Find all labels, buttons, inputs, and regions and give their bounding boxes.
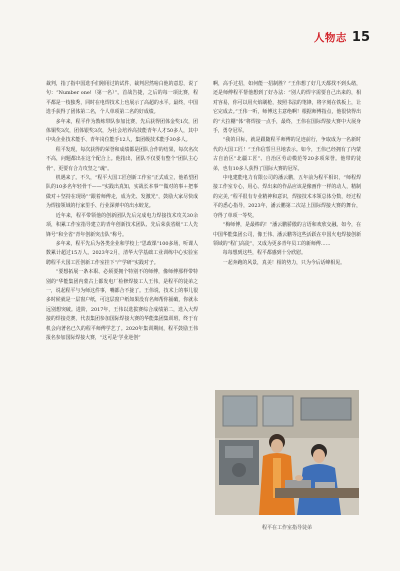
section-title: 人物志 <box>313 32 347 44</box>
paragraph: 中电建能电力有限公司的潘云鹏，五年前为程平相识，“师程焊接工作室专心，用心、焊出来的作品应该是像画作一样的动人，精制的完美，”程平很有专业精神和意识，焊接技术本领总体分数，经过程平的悉心指导，2023年，潘云鹏第二次站上国际焊接大赛的舞台，夺得了单项一等奖。 <box>213 175 361 219</box>
paragraph: 裁判，指了指中国选手们刚用过的试件，裁判居然啥白他的意思，说了句：“Number one!（第一名）”。首战告捷，之后的每一项比赛，程平都是一枝独秀，同时在电焊技术上也展示了高超的水平。最终，中国选手获得了团体第二名，个人单项第二名的好成绩。 <box>46 81 198 116</box>
article-column-left <box>46 80 198 560</box>
article-photo <box>215 390 359 515</box>
paragraph: “要想拓展一条本职、必须要拥个特别不的师傅，像师傅那样带特别的“华能集团内蒙古上都发电厂检修焊接工人王伟，是程平的徒弟之一，说起程平与为师这件事，嘴都合不拢了。王伟说，技术上的事儿很多时候就是一层窗户纸，可这层窗户纸如果没有名师帮你捅破，你就永远别想突破。进阶，2017年，王伟以选拔赛综合成绩第二，选入大焊接的焊接竞赛，代表集团参加国际焊接大赛的华能集团集训班，终于有机会向著名已久的程平师傅学艺了。2020年集训期间，程平鼓励王伟报名参加国际焊接大赛，“这可是‘学业逆创” <box>46 269 198 341</box>
paragraph: 每每想到这些，程平都感到十分欣慰。 <box>222 250 306 257</box>
paragraph: 近年来，程平带领他的创新团队先后完成电力焊接技术攻关30余项，积累工作室指导建立的青年创新技术团队、先后荣获省级“工人先锋号”和全省“青年创新突击队”称号。 <box>46 212 198 238</box>
photo-caption: 程平在工作室指导徒弟 <box>261 525 312 531</box>
paragraph: 一起奔跑的风景，真美！相的势力，只为今后话峰相见。 <box>222 259 346 266</box>
paragraph: 多年来，程平作为教练带队参加比赛，先后获得团体金奖1次，团体铜奖3次，团体银奖3次，为社会培养高技能青年人才50多人，其中中央企业技术能手、青年岗位能手12人，集团级技术能手30多人。 <box>46 118 198 144</box>
paragraph: 啊，高手过招，如何能一招制胜？”王伟想了好几天都找不到头绪，还是师傅程平帮他想到了好办法：“别人的焊字需要自己出来的，相对容易，你可以用火焰刷枪，按照书法的笔锋，将字刻在铁板上，让它完成去。”王伟一听，师傅这主意绝啊！根据师傅指点，他很快得出的“大拉棚”体“将焊接一点手，最终，王伟在国际焊接大赛中大展身手，勇夺冠军。 <box>213 81 361 135</box>
article-column-right <box>213 80 361 380</box>
workshop-photo-illustration <box>215 390 359 515</box>
paragraph: “梅师傅，是最棒的！”潘云鹏骄傲的言语和欢欣交融。如今，在中国华能集团公司，像王伟、潘云鹏等这些活跃在中国火电焊接创新领域的“程门高徒”，又成为更多青年员工的新师傅…… <box>213 222 361 247</box>
paragraph: “我的目标，就是跟随程平师傅的足迹前行，争取成为一名新时代的大国工匠！”王伟信誓旦旦地表示。如今，王伟已经拥有了内蒙古自治区“北疆工匠”、自治区劳动模范等20多项荣誉。他带的徒弟，也有10多人获得了国际大赛的冠军。 <box>213 137 361 172</box>
paragraph: 程平发现，每次获得的荣誉和成绩都是团队合作的结果，每次名次不高，问题都出在这个配合上。他指出，团队不仅要有整个“团队主心骨”，更要有合力攻坚之“魂”。 <box>46 146 198 172</box>
page-header <box>314 30 370 45</box>
paragraph: 多年来，程平先后为各类企业和学校上“思政课”100多场，听课人数累计超过15万人。2023年2月，清华大学基础工业训练中心实验室聘程平大国工匠创新工作室挂下“产学研”实践对子。 <box>46 240 198 266</box>
page-number: 15 <box>351 30 370 45</box>
paragraph: 机遇来了。不久，“程平大国工匠创新工作室”正式成立，他希望团队的10多名年轻骨干——“实践出真知，实战长本事”“做对的事＋把事做对＋坚持在现场”“跟着师傅走，成为先、发激光”，鼓励大家尽快成为焊接领域的行家里手、行业深弹中的出水蛟龙。 <box>46 175 198 210</box>
